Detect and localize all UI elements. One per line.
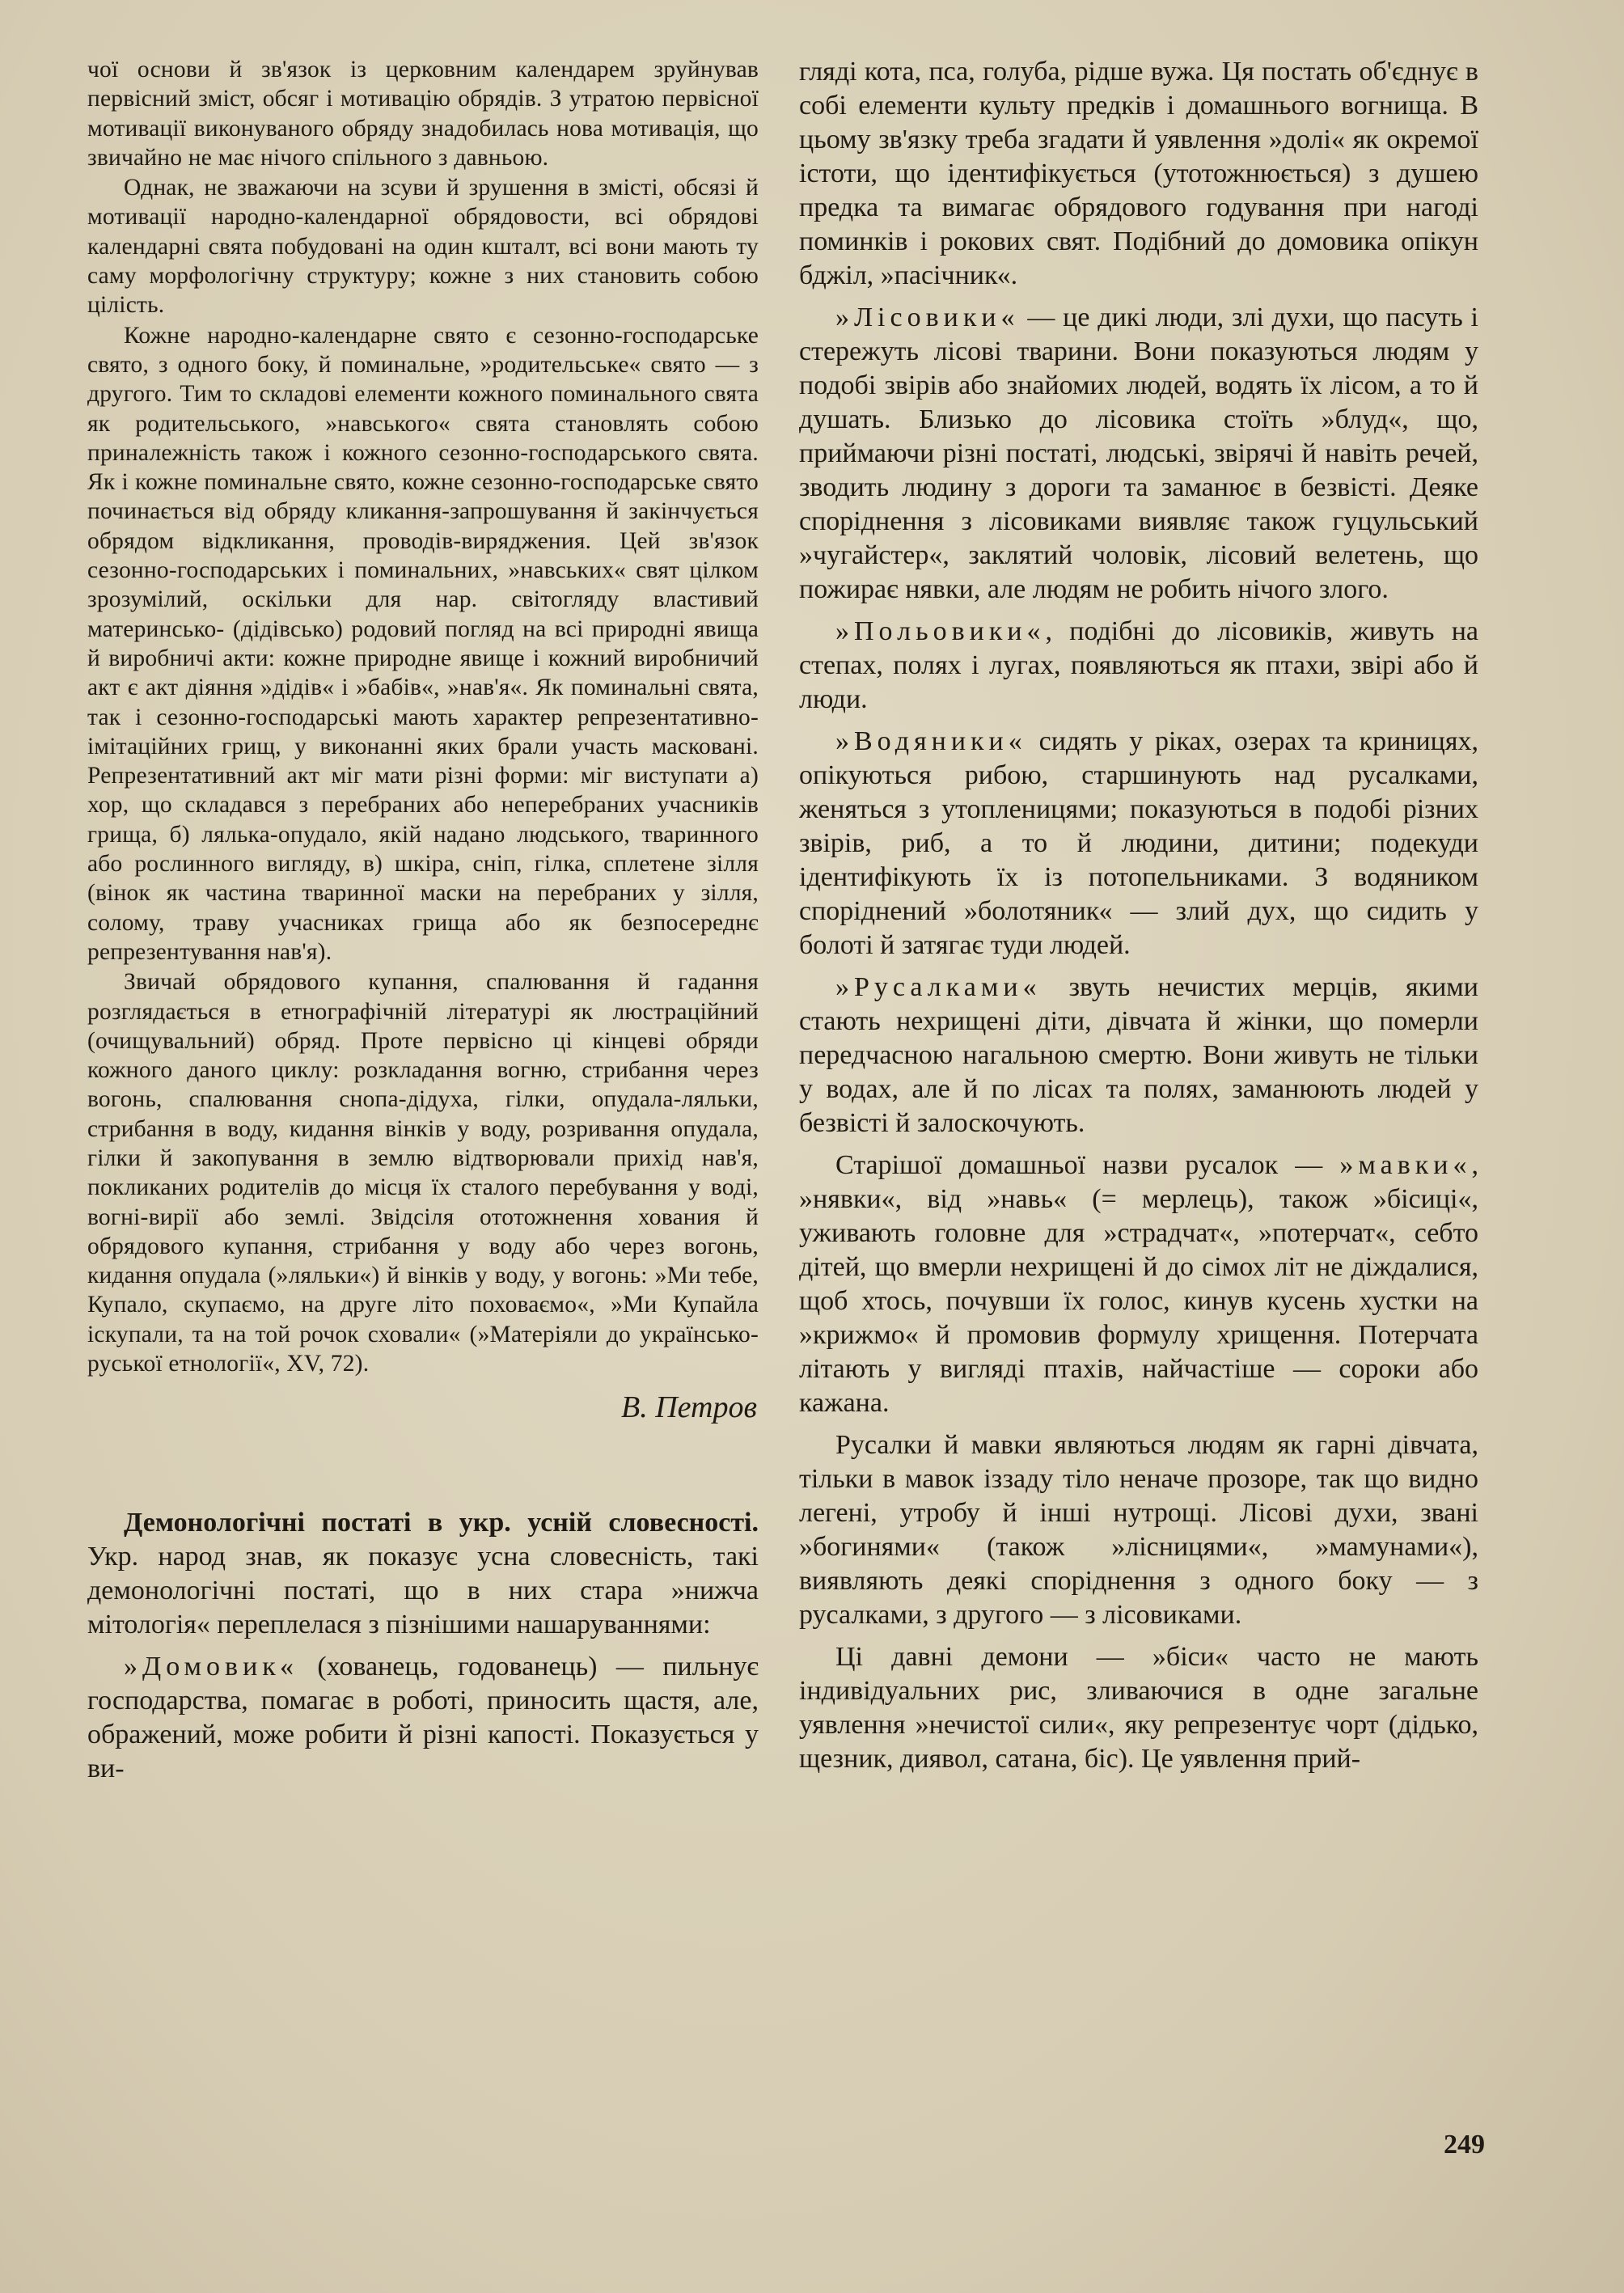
entry-text: звуть нечистих мерців, якими стають нехрищені діти, дівчата й жінки, що померли передчасною нагальною смертю. Вони живуть не тільки у водах, але й по лісах та полях, заманюють людей у безвісті й залоскочують.: [799, 972, 1478, 1138]
demonology-article: [87, 1506, 759, 1786]
term-domovyk: »Домовик«: [124, 1652, 298, 1682]
term-vodyanyky: »Водяники«: [835, 726, 1027, 756]
entry-mavky: [799, 1149, 1478, 1420]
term-lisovyky: »Лісовики«: [835, 302, 1020, 332]
right-column: [799, 55, 1478, 1776]
term-mavky: »мавки«: [1339, 1150, 1472, 1180]
term-polovyky: »Польовики«: [835, 616, 1046, 646]
paragraph: Кожне народно-календарне свято є сезонно-господарське свято, з одного боку, й поминальне, »родительське« свято — з другого. Тим то складові елементи кожного поминального свята як родительського, »навського« свята становлять собою приналежність також і кожного сезонно-господарського свята. Як і кожне поминальне свято, кожне сезонно-господарське свято починається від обряду кликання-запрошування й закінчується обрядом відкликання, проводів-виряджения. Цей зв'язок сезонно-господарських і поминальних, »навських« свят цілком зрозумілий, оскільки для нар. світогляду властивий материнсько- (дідівсько) родовий погляд на всі природні явища й виробничі акти: кожне природне явище і кожний виробничий акт є акт діяння »дідів« і »бабів«, »нав'я«. Як поминальні свята, так і сезонно-господарські мають характер репрезентативно-імітаційних грищ, у виконанні яких брали участь масковані. Репрезентативний акт міг мати різні форми: міг виступати а) хор, що складався з перебраних або неперебраних учасників грища, б) лялька-опудало, якій надано людського, тваринного або рослинного вигляду, в) шкіра, сніп, гілка, сплетене зілля (вінок як частина тваринної маски на перебраних у зілля, солому, траву учасниках грища або як безпосереднє репрезентування нав'я).: [87, 322, 759, 965]
paragraph: Однак, не зважаючи на зсуви й зрушення в змісті, обсязі й мотивації народно-календарної обрядовости, всі обрядові календарні свята побудовані на один кшталт, всі вони мають ту саму морфологічну структуру; кожне з них становить собою цілість.: [87, 175, 759, 319]
term-rusalkamy: »Русалками«: [835, 972, 1042, 1002]
left-column: [87, 55, 759, 1786]
entry-rusalky: [799, 971, 1478, 1140]
article-intro: [87, 1506, 759, 1642]
page-number: 249: [1444, 2130, 1485, 2160]
entry-text: , подібні до лісовиків, живуть на степах, полях і лугах, появляються як птахи, звірі або й люди.: [799, 616, 1478, 714]
entry-domovyk: [87, 1650, 759, 1786]
entry-text: , »нявки«, від »навь« (= мерлець), також »бісиці«, уживають головне для »страдчат«, »потерчат«, себто дітей, що вмерли нехрищені й до сімох літ не діждалися, щоб хтось, почувши їх голос, кинув кусень хустки на »крижмо« й промовив формулу хрищення. Потерчата літають у вигляді птахів, найчастіше — сороки або кажана.: [799, 1150, 1478, 1418]
paragraph: чої основи й зв'язок із церковним календарем зруйнував первісний зміст, обсяг і мотивацію обрядів. З утратою первісної мотивації виконуваного обряду знадобилась нова мотивація, що звичайно не має нічого спільного з давньою.: [87, 57, 759, 171]
paragraph: Ці давні демони — »біси« часто не мають індивідуальних рис, зливаючися в одне загальне уявлення »нечистої сили«, яку репрезентує чорт (дідько, щезник, диявол, сатана, біс). Це уявлення прий-: [799, 1642, 1478, 1774]
entry-text: (хованець, годованець) — пильнує господарства, помагає в роботі, приносить щастя, але, ображений, може робити й різні капості. Показується у ви-: [87, 1652, 759, 1784]
entry-vodyanyky: [799, 725, 1478, 962]
entry-text: — це дикі люди, злі духи, що пасуть і стережуть лісові тварини. Вони показуються людям у подобі звірів або знайомих людей, водять їх лісом, а то й душать. Близько до лісовика стоїть »блуд«, що, приймаючи різні постаті, людські, звірячі й навіть речей, зводить людину з дороги та заманює в безвісті. Деяке споріднення з лісовиками виявляє також гуцульський »чугайстер«, заклятий чоловік, лісовий велетень, що пожирає нявки, але людям не робить нічого злого.: [799, 302, 1478, 604]
entry-text: Старішої домашньої назви русалок —: [835, 1150, 1340, 1180]
author-signature: В. Петров: [621, 1390, 757, 1425]
paragraph: Русалки й мавки являються людям як гарні дівчата, тільки в мавок іззаду тіло неначе прозоре, так що видно легені, утробу й інші нутрощі. Лісові духи, звані »богинями« (також »лісницями«, »мамунами«), виявляють деякі споріднення з одного боку — з русалками, з другого — з лісовиками.: [799, 1430, 1478, 1630]
paragraph: Звичай обрядового купання, спалювання й гадання розглядається в етнографічній літературі як люстраційний (очищувальний) обряд. Проте первісно ці кінцеві обряди кожного даного циклу: розкладання вогню, стрибання через вогонь, спалювання снопа-дідуха, гілки, опудала-ляльки, стрибання в воду, кидання вінків у воду, розривання опудала, гілки й закопування в землю відтворювали прихід нав'я, покликаних родителів до місця їх сталого перебування у воді, вогні-вирії або землі. Звідсіля ототожнення хования й обрядового купання, стрибання у воду або через вогонь, кидання опудала (»ляльки«) й вінків у воду, у вогонь: »Ми тебе, Купало, скупаємо, на друге літо поховаємо«, »Ми Купайла іскупали, та на той рочок сховали« (»Матеріяли до українсько-руської етнології«, XV, 72).: [87, 969, 759, 1377]
entry-text: сидять у ріках, озерах та криницях, опікуються рибою, старшинують над русалками, женяться з утопленицями; показуються в подобі різних звірів, риб, а то й людини, дитини; подекуди ідентифікують їх із потопельниками. З водяником споріднений »болотяник« — злий дух, що сидить у болоті й затягає туди людей.: [799, 726, 1478, 960]
entry-lisovyky: [799, 301, 1478, 607]
article-intro-text: Укр. народ знав, як показує усна словесність, такі демонологічні постаті, що в них стара »нижча мітологія« переплелася з пізнішими нашаруваннями:: [87, 1542, 759, 1640]
article-title: Демонологічні постаті в укр. усній словесності.: [124, 1508, 759, 1538]
paragraph: гляді кота, пса, голуба, рідше вужа. Ця постать об'єднує в собі елементи культу предків і домашнього вогнища. В цьому зв'язку треба згадати й уявлення »долі« як окремої істоти, що ідентифікується (утотожнюється) з душею предка та вимагає обрядового годування при нагоді поминків і рокових свят. Подібний до домовика опікун бджіл, »пасічник«.: [799, 57, 1478, 290]
ritual-article-continuation: [87, 55, 759, 1378]
entry-polovyky: [799, 615, 1478, 717]
